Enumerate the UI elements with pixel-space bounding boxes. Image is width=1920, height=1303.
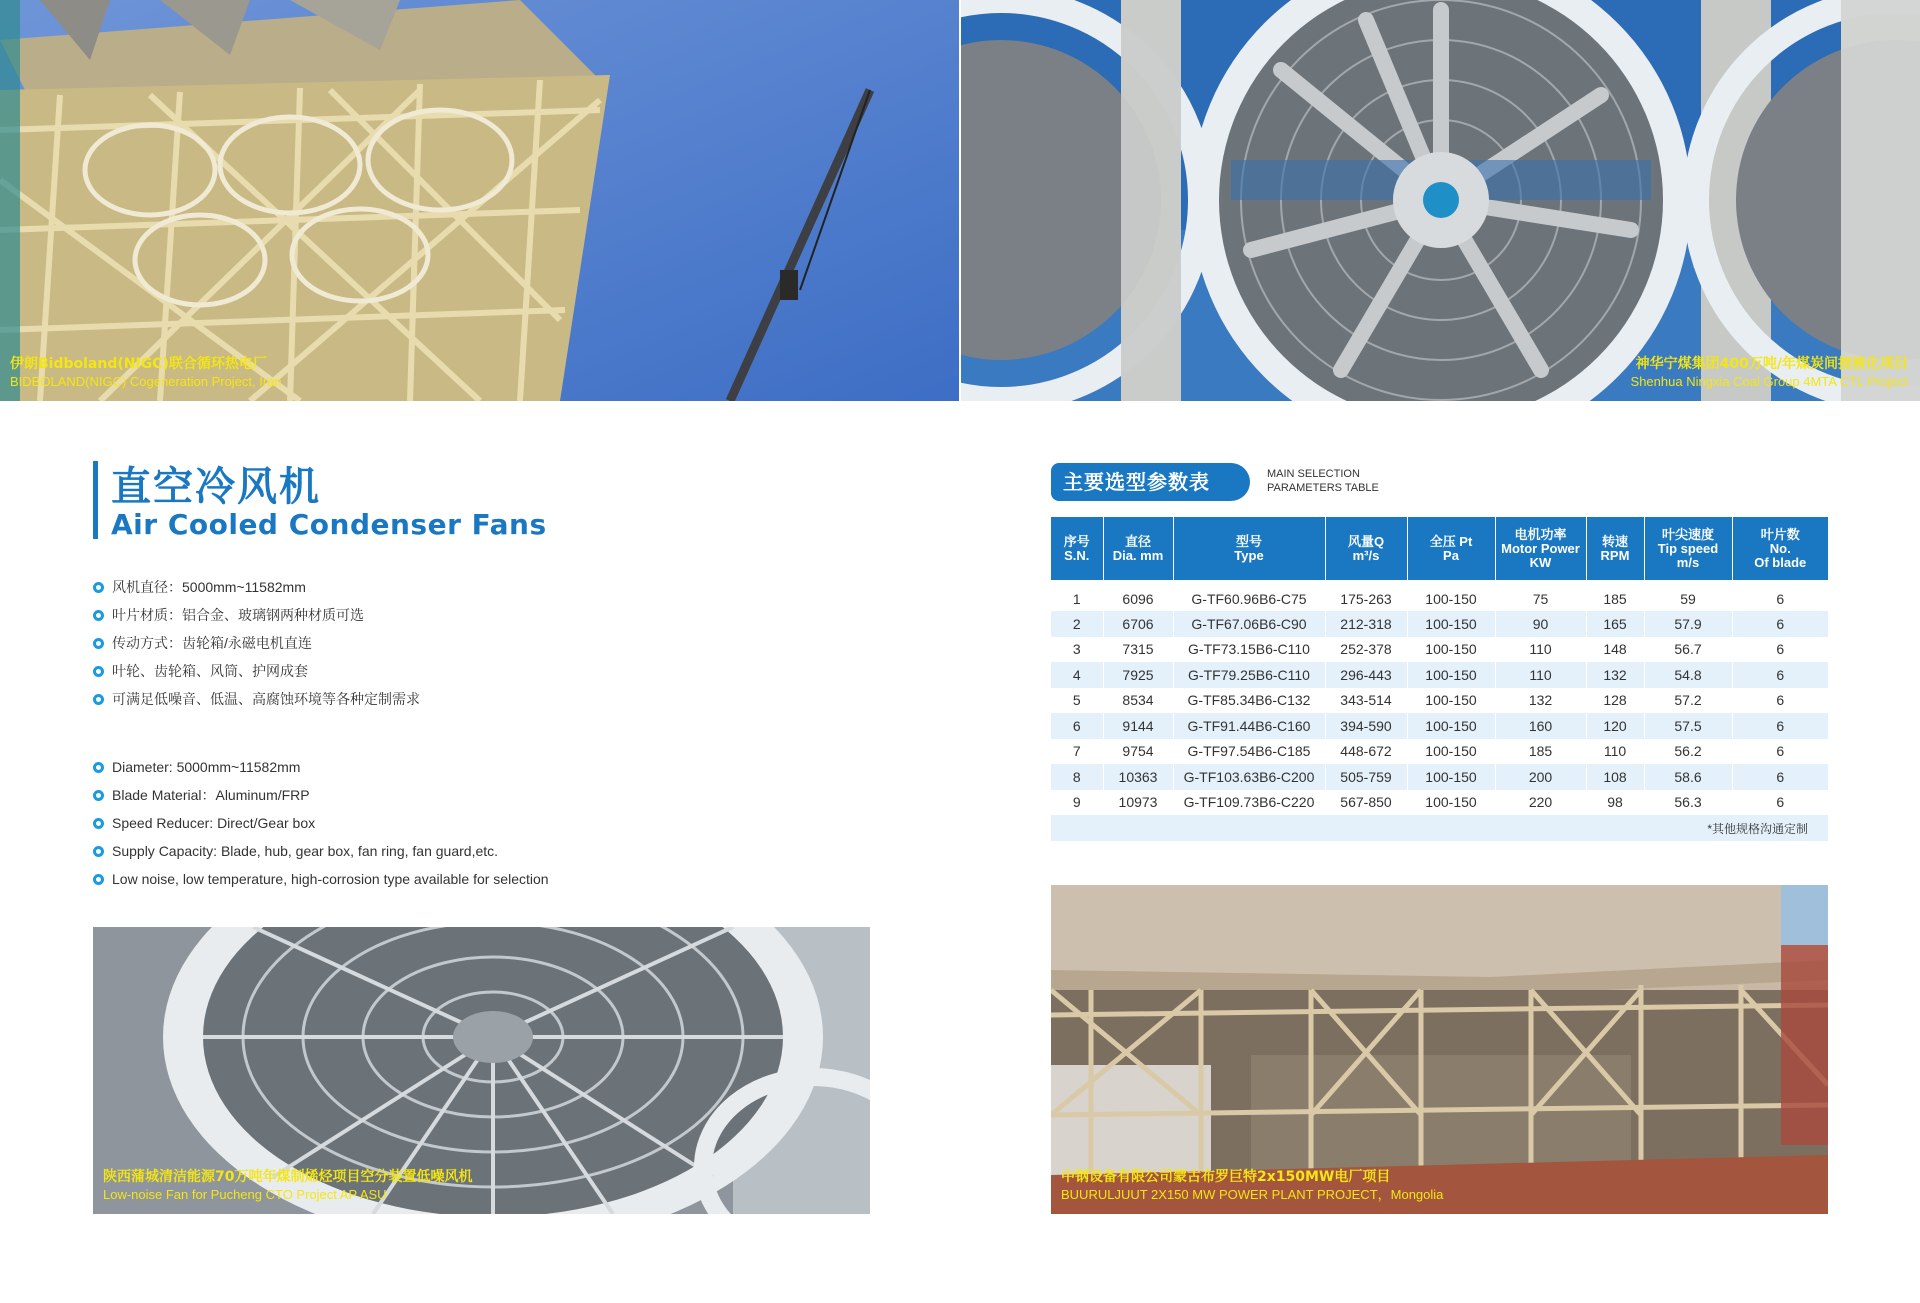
table-cell: 5 — [1051, 688, 1103, 714]
table-cell: 252-378 — [1325, 637, 1407, 663]
table-subtitle — [1267, 467, 1379, 495]
photo-shenhua-ctl — [961, 0, 1920, 401]
caption-en: BUURULJUUT 2X150 MW POWER PLANT PROJECT，Mongolia — [1061, 1187, 1444, 1203]
photo-iran-cogeneration — [0, 0, 959, 401]
bullet-icon — [93, 818, 104, 829]
bullet-icon — [93, 762, 104, 773]
table-cell: 6 — [1732, 637, 1828, 663]
column-header-line: 电机功率 — [1514, 526, 1567, 542]
table-row — [1051, 790, 1828, 816]
feature-item — [93, 837, 549, 865]
table-cell: 128 — [1586, 688, 1644, 714]
table-cell: 212-318 — [1325, 611, 1407, 637]
table-cell: 6 — [1732, 688, 1828, 714]
table-cell: 3 — [1051, 637, 1103, 663]
feature-list-en — [93, 753, 549, 893]
caption-cn: 中钢设备有限公司蒙古布罗巨特2x150MW电厂项目 — [1061, 1168, 1391, 1185]
feature-text: 叶轮、齿轮箱、风筒、护网成套 — [112, 663, 308, 679]
caption-top-right — [1631, 355, 1908, 391]
table-row — [1051, 739, 1828, 765]
title-accent-bar — [93, 461, 98, 539]
table-cell: 220 — [1495, 790, 1586, 816]
table-cell: G-TF60.96B6-C75 — [1173, 580, 1325, 611]
table-cell: 7 — [1051, 739, 1103, 765]
table-cell: G-TF73.15B6-C110 — [1173, 637, 1325, 663]
column-header-line: 叶尖速度 — [1661, 526, 1714, 542]
column-header-line: KW — [1529, 554, 1552, 570]
table-cell: 6 — [1732, 611, 1828, 637]
table-body — [1051, 580, 1828, 815]
column-header-line: 全压 Pt — [1429, 533, 1473, 549]
column-header-line: 序号 — [1063, 533, 1090, 549]
column-header-line: Dia. mm — [1112, 547, 1164, 563]
table-cell: 185 — [1586, 580, 1644, 611]
table-cell: G-TF103.63B6-C200 — [1173, 764, 1325, 790]
feature-item — [93, 781, 549, 809]
column-header-line: RPM — [1600, 547, 1630, 563]
table-cell: 7925 — [1103, 662, 1173, 688]
table-subtitle-line: MAIN SELECTION — [1267, 468, 1360, 480]
photo-pucheng-low-noise-fan — [93, 927, 870, 1214]
table-cell: 98 — [1586, 790, 1644, 816]
column-header — [1051, 517, 1103, 580]
column-header-line: S.N. — [1064, 547, 1090, 563]
caption-en: BIDBOLAND(NIGC) Cogeneration Project, Iran — [10, 374, 282, 390]
bullet-icon — [93, 666, 104, 677]
table-cell: 185 — [1495, 739, 1586, 765]
table-cell: 9 — [1051, 790, 1103, 816]
column-header-line: 叶片数 — [1760, 526, 1800, 542]
table-cell: 7315 — [1103, 637, 1173, 663]
column-header — [1644, 517, 1732, 580]
column-header-line: m³/s — [1352, 547, 1380, 563]
feature-item — [93, 753, 549, 781]
caption-en: Shenhua Ningxia Coal Group 4MTA CTL Project — [1630, 374, 1908, 390]
table-title: 主要选型参数表 — [1051, 463, 1250, 501]
table-cell: 200 — [1495, 764, 1586, 790]
table-cell: 6 — [1732, 764, 1828, 790]
table-cell: 100-150 — [1407, 713, 1495, 739]
table-cell: 100-150 — [1407, 580, 1495, 611]
table-cell: 2 — [1051, 611, 1103, 637]
table-cell: 6096 — [1103, 580, 1173, 611]
caption-cn: 神华宁煤集团400万吨/年煤炭间接液化项目 — [1635, 355, 1908, 372]
table-cell: 6 — [1732, 662, 1828, 688]
column-header — [1732, 517, 1828, 580]
feature-text: 可满足低噪音、低温、高腐蚀环境等各种定制需求 — [112, 691, 420, 707]
table-cell: 90 — [1495, 611, 1586, 637]
feature-item — [93, 865, 549, 893]
table-cell: 505-759 — [1325, 764, 1407, 790]
table-cell: 567-850 — [1325, 790, 1407, 816]
bullet-icon — [93, 846, 104, 857]
table-cell: 58.6 — [1644, 764, 1732, 790]
table-cell: G-TF97.54B6-C185 — [1173, 739, 1325, 765]
column-header-line: Of blade — [1754, 554, 1807, 570]
column-header — [1407, 517, 1495, 580]
table-cell: 148 — [1586, 637, 1644, 663]
column-header-line: 风量Q — [1347, 533, 1385, 549]
table-row — [1051, 611, 1828, 637]
feature-list-cn — [93, 573, 420, 713]
feature-text: Blade Material：Aluminum/FRP — [112, 787, 310, 803]
column-header-line: 转速 — [1601, 533, 1628, 549]
caption-top-left — [10, 355, 282, 391]
bullet-icon — [93, 610, 104, 621]
table-cell: 165 — [1586, 611, 1644, 637]
table-cell: 100-150 — [1407, 662, 1495, 688]
table-cell: 8 — [1051, 764, 1103, 790]
feature-text: Low noise, low temperature, high-corrosion type available for selection — [112, 871, 549, 887]
table-cell: G-TF85.34B6-C132 — [1173, 688, 1325, 714]
column-header-line: Pa — [1443, 547, 1459, 563]
bullet-icon — [93, 638, 104, 649]
table-row — [1051, 662, 1828, 688]
table-row — [1051, 637, 1828, 663]
table-cell: 56.7 — [1644, 637, 1732, 663]
table-cell: 8534 — [1103, 688, 1173, 714]
table-subtitle-line: PARAMETERS TABLE — [1267, 482, 1379, 494]
table-cell: G-TF79.25B6-C110 — [1173, 662, 1325, 688]
table-cell: 56.3 — [1644, 790, 1732, 816]
column-header-line: Type — [1234, 547, 1264, 563]
bullet-icon — [93, 790, 104, 801]
bullet-icon — [93, 582, 104, 593]
table-cell: 9144 — [1103, 713, 1173, 739]
table-cell: 100-150 — [1407, 790, 1495, 816]
parameters-table — [1051, 517, 1828, 841]
column-header-line: 型号 — [1235, 533, 1262, 549]
column-header-line: No. — [1769, 540, 1791, 556]
table-cell: 110 — [1495, 637, 1586, 663]
feature-item — [93, 809, 549, 837]
table-cell: 110 — [1586, 739, 1644, 765]
feature-text: Diameter: 5000mm~11582mm — [112, 759, 301, 775]
feature-text: 传动方式：齿轮箱/永磁电机直连 — [112, 635, 312, 651]
bullet-icon — [93, 874, 104, 885]
table-cell: 57.5 — [1644, 713, 1732, 739]
column-header-line: Motor Power — [1501, 540, 1580, 556]
table-cell: 75 — [1495, 580, 1586, 611]
caption-bottom-right — [1061, 1168, 1443, 1204]
column-header-line: 直径 — [1124, 533, 1151, 549]
table-cell: G-TF109.73B6-C220 — [1173, 790, 1325, 816]
table-cell: 6 — [1051, 713, 1103, 739]
feature-item — [93, 685, 420, 713]
table-cell: 110 — [1495, 662, 1586, 688]
table-cell: 6 — [1732, 580, 1828, 611]
table-cell: 6 — [1732, 713, 1828, 739]
table-cell: 9754 — [1103, 739, 1173, 765]
feature-item — [93, 629, 420, 657]
table-cell: 56.2 — [1644, 739, 1732, 765]
table-cell: 100-150 — [1407, 611, 1495, 637]
feature-item — [93, 573, 420, 601]
column-header — [1586, 517, 1644, 580]
table-cell: 175-263 — [1325, 580, 1407, 611]
table-cell: 108 — [1586, 764, 1644, 790]
table-cell: 296-443 — [1325, 662, 1407, 688]
feature-text: 叶片材质：铝合金、玻璃钢两种材质可选 — [112, 607, 364, 623]
bullet-icon — [93, 694, 104, 705]
table-cell: 448-672 — [1325, 739, 1407, 765]
table-footnote-row — [1051, 815, 1828, 841]
table-row — [1051, 580, 1828, 611]
table-cell: 120 — [1586, 713, 1644, 739]
feature-text: 风机直径：5000mm~11582mm — [112, 579, 306, 595]
caption-bottom-left — [103, 1168, 472, 1204]
page-title-en: Air Cooled Condenser Fans — [111, 508, 547, 541]
photo-mongolia-power-plant — [1051, 885, 1828, 1214]
column-header-line: m/s — [1676, 554, 1700, 570]
table-cell: 132 — [1586, 662, 1644, 688]
table-cell: 57.2 — [1644, 688, 1732, 714]
column-header — [1495, 517, 1586, 580]
feature-text: Supply Capacity: Blade, hub, gear box, fan ring, fan guard,etc. — [112, 843, 499, 859]
table-cell: G-TF67.06B6-C90 — [1173, 611, 1325, 637]
caption-cn: 陕西蒲城清洁能源70万吨年煤制烯烃项目空分装置低噪风机 — [103, 1168, 473, 1185]
table-row — [1051, 713, 1828, 739]
table-cell: 100-150 — [1407, 739, 1495, 765]
table-cell: 4 — [1051, 662, 1103, 688]
table-footnote: *其他规格沟通定制 — [1051, 815, 1828, 841]
feature-text: Speed Reducer: Direct/Gear box — [112, 815, 316, 831]
table-cell: G-TF91.44B6-C160 — [1173, 713, 1325, 739]
table-row — [1051, 764, 1828, 790]
table-cell: 54.8 — [1644, 662, 1732, 688]
column-header — [1103, 517, 1173, 580]
table-cell: 1 — [1051, 580, 1103, 611]
table-cell: 6 — [1732, 790, 1828, 816]
table-cell: 10973 — [1103, 790, 1173, 816]
feature-item — [93, 601, 420, 629]
column-header — [1325, 517, 1407, 580]
table-cell: 6 — [1732, 739, 1828, 765]
column-header-line: Tip speed — [1657, 540, 1719, 556]
table-cell: 10363 — [1103, 764, 1173, 790]
header-row — [1051, 517, 1828, 580]
table-cell: 6706 — [1103, 611, 1173, 637]
table-cell: 59 — [1644, 580, 1732, 611]
feature-item — [93, 657, 420, 685]
table-cell: 57.9 — [1644, 611, 1732, 637]
table-cell: 394-590 — [1325, 713, 1407, 739]
table-header-row — [1051, 517, 1828, 580]
table-cell: 100-150 — [1407, 688, 1495, 714]
table-cell: 132 — [1495, 688, 1586, 714]
table-cell: 160 — [1495, 713, 1586, 739]
caption-cn: 伊朗Bidboland(NIGC)联合循环热电厂 — [10, 355, 267, 372]
caption-en: Low-noise Fan for Pucheng CTO Project AP ASU — [103, 1187, 387, 1203]
page-title-cn: 直空冷风机 — [111, 464, 321, 510]
column-header — [1173, 517, 1325, 580]
table-cell: 100-150 — [1407, 764, 1495, 790]
table-row — [1051, 688, 1828, 714]
table-cell: 343-514 — [1325, 688, 1407, 714]
table-cell: 100-150 — [1407, 637, 1495, 663]
